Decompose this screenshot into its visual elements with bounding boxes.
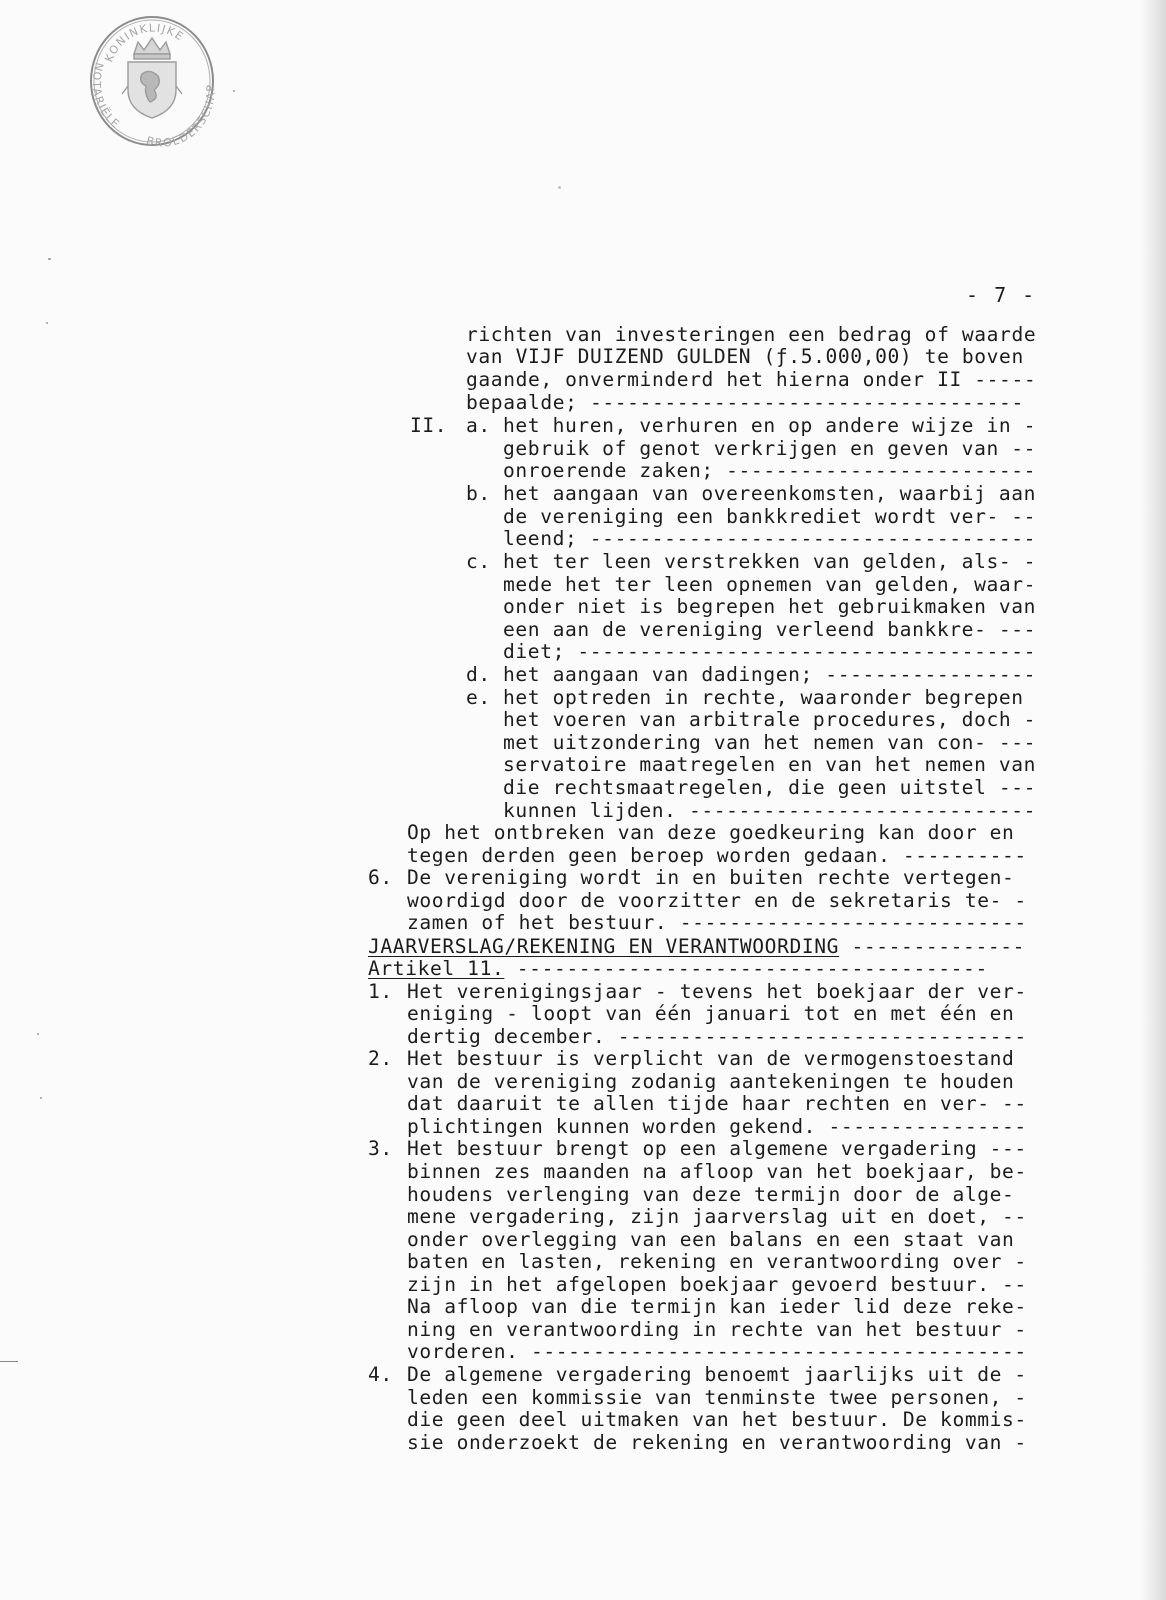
seal-top-text: KONINKLIJKE: [102, 21, 187, 64]
text-line: die geen deel uitmaken van het bestuur. De kommis-: [407, 1408, 1027, 1431]
text-line: zijn in het afgelopen boekjaar gevoerd bestuur. --: [407, 1273, 1027, 1296]
text-line: gebruik of genot verkrijgen en geven van --: [503, 437, 1037, 460]
item-number: 2.: [368, 1047, 393, 1070]
item-number: 3.: [368, 1137, 393, 1160]
text-line: een aan de vereniging verleend bankkre- ---: [503, 618, 1037, 641]
text-line: sie onderzoekt de rekening en verantwoording van -: [407, 1431, 1027, 1454]
text-line: Na afloop van die termijn kan ieder lid deze reke-: [407, 1295, 1027, 1318]
sub-item-label: d.: [466, 663, 491, 686]
text-line: het aangaan van dadingen; -----------------: [503, 663, 1037, 686]
text-line: onder overlegging van een balans en een staat van: [407, 1228, 1015, 1251]
sub-item-label: e.: [466, 686, 491, 709]
item-number: II.: [410, 414, 448, 437]
item-number: 4.: [368, 1363, 393, 1386]
text-line: plichtingen kunnen worden gekend. ----------------: [407, 1115, 1027, 1138]
sub-item-label: b.: [466, 482, 491, 505]
text-line: onroerende zaken; -------------------------: [503, 459, 1037, 482]
section-heading: JAARVERSLAG/REKENING EN VERANTWOORDING --------------: [368, 935, 1026, 958]
text-line: met uitzondering van het nemen van con- ---: [503, 731, 1037, 754]
text-line: kunnen lijden. ----------------------------: [503, 799, 1037, 822]
text-line: tegen derden geen beroep worden gedaan. ----------: [407, 844, 1027, 867]
text-line: Het verenigingsjaar - tevens het boekjaar der ver-: [407, 980, 1027, 1003]
text-line: eniging - loopt van één januari tot en met één en: [407, 1002, 1015, 1025]
seal-left-text: NOTARIËLE: [89, 61, 123, 132]
sub-item-label: a.: [466, 414, 491, 437]
text-line: van de vereniging zodanig aantekeningen te houden: [407, 1070, 1015, 1093]
text-line: De algemene vergadering benoemt jaarlijks uit de -: [407, 1363, 1027, 1386]
text-line: binnen zes maanden na afloop van het boekjaar, be-: [407, 1160, 1027, 1183]
text-line: bepaalde; -----------------------------------: [466, 391, 1024, 414]
text-line: mene vergadering, zijn jaarverslag uit en doet, --: [407, 1205, 1027, 1228]
text-line: Op het ontbreken van deze goedkeuring kan door en: [407, 821, 1015, 844]
text-line: richten van investeringen een bedrag of waarde: [466, 323, 1037, 346]
text-line: Het bestuur is verplicht van de vermogenstoestand: [407, 1047, 1015, 1070]
text-line: het aangaan van overeenkomsten, waarbij aan: [503, 482, 1037, 505]
text-line: servatoire maatregelen en van het nemen van: [503, 753, 1037, 776]
sub-item-label: c.: [466, 550, 491, 573]
text-line: leden een kommissie van tenminste twee personen, -: [407, 1386, 1027, 1409]
text-line: het huren, verhuren en op andere wijze in -: [503, 414, 1037, 437]
text-line: ning en verantwoording in rechte van het bestuur -: [407, 1318, 1027, 1341]
text-line: het ter leen verstrekken van gelden, als- -: [503, 550, 1037, 573]
text-line: dertig december. ---------------------------------: [407, 1025, 1027, 1048]
item-number: 6.: [368, 866, 393, 889]
text-line: dat daaruit te allen tijde haar rechten en ver- --: [407, 1092, 1027, 1115]
text-line: vorderen. ----------------------------------------: [407, 1340, 1027, 1363]
text-line: diet; -------------------------------------: [503, 640, 1037, 663]
text-line: leend; ------------------------------------: [503, 527, 1037, 550]
text-line: van VIJF DUIZEND GULDEN (ƒ.5.000,00) te boven: [466, 345, 1024, 368]
text-line: houdens verlenging van deze termijn door de alge-: [407, 1183, 1015, 1206]
text-line: het optreden in rechte, waaronder begrepen: [503, 686, 1024, 709]
text-line: zamen of het bestuur. ----------------------------: [407, 911, 1027, 934]
item-number: 1.: [368, 980, 393, 1003]
text-line: die rechtsmaatregelen, die geen uitstel ---: [503, 776, 1037, 799]
text-line: Het bestuur brengt op een algemene vergadering ---: [407, 1137, 1027, 1160]
text-line: onder niet is begrepen het gebruikmaken van: [503, 595, 1037, 618]
text-line: gaande, onverminderd het hierna onder II -----: [466, 368, 1037, 391]
text-line: De vereniging wordt in en buiten rechte vertegen-: [407, 866, 1015, 889]
seal-right-text: BROEDERSCH: [144, 98, 216, 148]
text-line: het voeren van arbitrale procedures, doch -: [503, 708, 1037, 731]
section-heading: Artikel 11. --------------------------------------: [368, 957, 988, 980]
text-line: woordigd door de voorzitter en de sekretaris te- -: [407, 889, 1027, 912]
text-line: baten en lasten, rekening en verantwoording over -: [407, 1250, 1027, 1273]
page-number: - 7 -: [966, 283, 1037, 307]
text-line: mede het ter leen opnemen van gelden, waar-: [503, 573, 1037, 596]
text-line: de vereniging een bankkrediet wordt ver- --: [503, 505, 1037, 528]
